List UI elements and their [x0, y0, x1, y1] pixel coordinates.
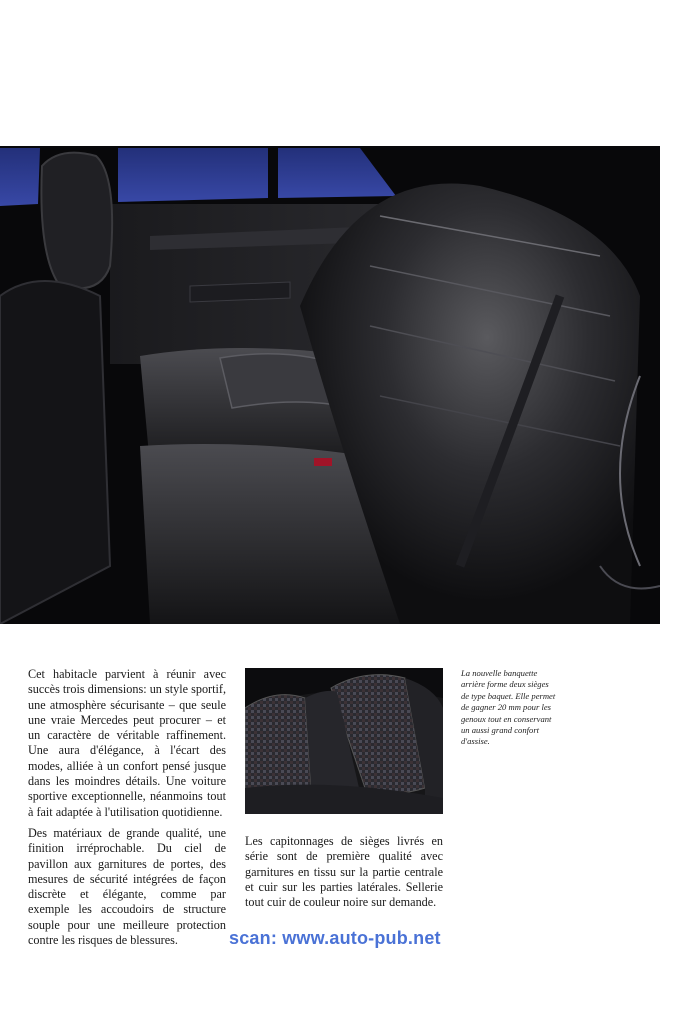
photo-caption: La nouvelle banquette arrière forme deux sièges de type baquet. Elle permet de gagner 20 mm pour les genoux tout en conservant un aussi grand confort d'assise. [461, 668, 556, 747]
body-paragraph: Les capitonnages de sièges livrés en série sont de première qualité avec garnitures en tissu sur la partie centrale et cuir sur les parties latérales. Sellerie tout cuir de couleur noire sur demande. [245, 834, 443, 910]
body-text-middle [245, 834, 443, 910]
body-paragraph: Des matériaux de grande qualité, une finition irréprochable. Du ciel de pavillon aux garnitures de portes, des mesures de sécurité intégrées de façon discrète et élégante, comme par exemple les accoudoirs de structure souple pour une meilleure protection contre les risques de blessures. [28, 825, 226, 948]
body-text-left [28, 667, 226, 948]
car-interior-rear-seats-photo [0, 146, 660, 624]
body-paragraph: Cet habitacle parvient à réunir avec succès trois dimensions: un style sportif, une atmosphère sécurisante – que seule une vraie Mercedes peut procurer – et un caractère de véritable raffinement. Une aura d'élégance, à l'écart des modes, alliée à un confort pensé jusque dans les moindres détails. Une voiture sportive exceptionnelle, néanmoins tout à fait adaptée à l'utilisation quotidienne. [28, 667, 226, 819]
scan-watermark: scan: www.auto-pub.net [229, 928, 441, 948]
seat-fabric-detail-photo [245, 668, 443, 814]
